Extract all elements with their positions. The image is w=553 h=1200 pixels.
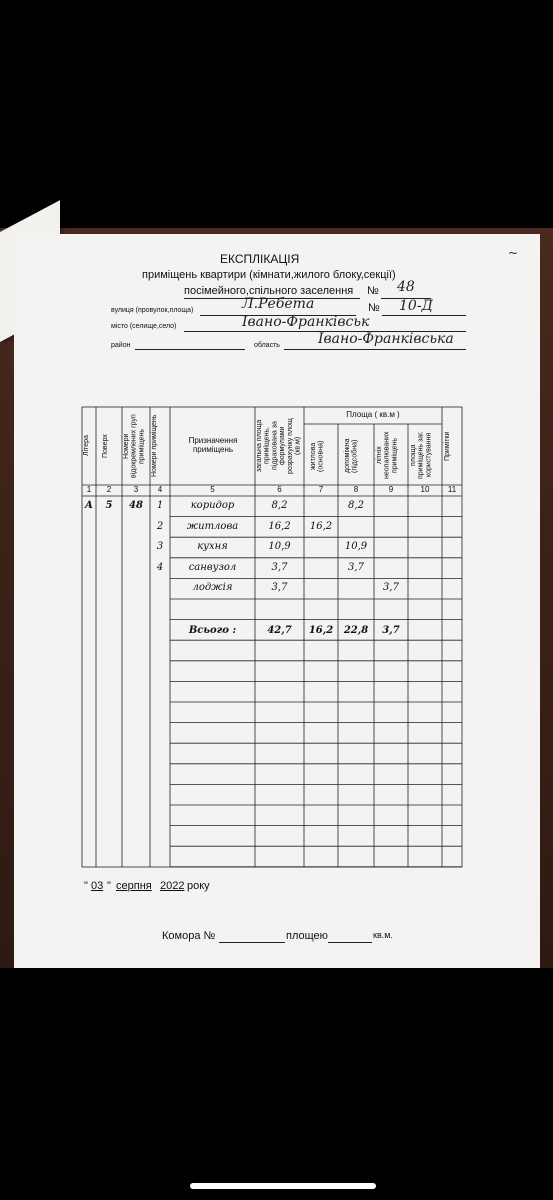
room-auxiliary-area: 8,2: [348, 500, 364, 511]
street-value: Л.Ребета: [242, 296, 315, 312]
room-purpose: кухня: [197, 541, 228, 553]
column-number: 10: [420, 485, 430, 494]
region-value: Івано-Франківська: [318, 331, 454, 347]
header-area-group: Площа ( кв.м ): [346, 410, 400, 419]
city-label: місто (селище,село): [111, 323, 177, 330]
apartment-number-label: №: [367, 285, 379, 297]
document-page: [14, 234, 540, 968]
column-number: 8: [353, 485, 359, 494]
room-number: 3: [156, 541, 164, 553]
header-litera: Літера: [83, 435, 90, 457]
group-number: 48: [129, 500, 143, 511]
room-total-area: 10,9: [268, 541, 291, 553]
column-number: 11: [447, 485, 457, 494]
room-purpose: коридор: [190, 500, 235, 511]
header-room-numbers: Номери приміщень: [151, 414, 158, 478]
margin-mark: ~: [508, 246, 519, 260]
room-purpose: житлова: [186, 520, 239, 532]
room-total-area: 3,7: [271, 561, 288, 573]
group-litera: А: [84, 500, 94, 511]
street-label: вулиця (провулок,площа): [111, 307, 194, 314]
house-number-value: 10-Д: [399, 298, 433, 314]
total-label: Всього :: [188, 625, 237, 636]
date-day: 03: [91, 880, 104, 892]
room-number: 1: [156, 500, 164, 511]
room-total-area: 16,2: [268, 520, 291, 532]
room-number: 4: [156, 561, 164, 573]
header-auxiliary-area: допоміжна (підсобна): [344, 438, 359, 474]
room-total-area: 3,7: [271, 582, 288, 594]
house-number-label: №: [368, 302, 380, 314]
header-living-area: житлова (основна): [310, 440, 325, 472]
storage-number-underline: [219, 942, 285, 943]
room-auxiliary-area: 3,7: [348, 561, 364, 573]
subtitle-line1: приміщень квартири (кімнати,жилого блоку,секції): [142, 269, 396, 281]
header-notes: Примітки: [444, 431, 451, 461]
room-purpose: санвузол: [188, 561, 237, 573]
total-auxiliary: 22,8: [343, 625, 369, 636]
group-floor: 5: [105, 500, 113, 511]
subtitle-line2: посімейного,спільного заселення: [184, 285, 354, 297]
date-month: серпня: [116, 880, 152, 892]
total-area: 42,7: [267, 625, 292, 636]
header-group-numbers: Номери відокремлених груп приміщень: [123, 414, 146, 478]
document-title: ЕКСПЛІКАЦІЯ: [220, 252, 300, 266]
room-number: 2: [156, 520, 164, 532]
column-number: 1: [86, 485, 92, 494]
column-number: 5: [210, 485, 215, 494]
column-number: 2: [106, 485, 112, 494]
room-summer-area: 3,7: [383, 582, 399, 594]
header-summer-area: літніх неопалюваних приміщень: [376, 431, 399, 479]
explication-table-grid: [14, 234, 540, 968]
date-quote-close: ": [107, 880, 111, 892]
room-purpose: лоджія: [192, 582, 233, 594]
date-quote-open: ": [84, 880, 88, 892]
header-purpose: Призначення приміщень: [188, 436, 238, 454]
date-suffix: року: [187, 880, 210, 892]
date-year: 2022: [160, 880, 185, 892]
storage-area-label: площею: [286, 930, 328, 942]
column-number: 4: [157, 485, 163, 494]
column-number: 7: [318, 485, 324, 494]
column-number: 3: [133, 485, 139, 494]
total-summer: 3,7: [382, 625, 400, 636]
storage-area-underline: [328, 942, 372, 943]
home-indicator[interactable]: [190, 1183, 376, 1189]
header-poverkh: Поверх: [102, 434, 109, 458]
column-number: 6: [277, 485, 282, 494]
room-total-area: 8,2: [271, 500, 288, 511]
room-living-area: 16,2: [309, 520, 333, 532]
header-total-area: загальна площа приміщень, підрахована за формулами розрахунку площ (кв.м): [256, 418, 302, 474]
storage-label: Комора №: [162, 930, 216, 942]
header-common-area: площа приміщень заг. користування: [410, 431, 433, 479]
column-number: 9: [388, 485, 394, 494]
apartment-number-value: 48: [397, 279, 415, 295]
region-label: область: [254, 342, 280, 349]
total-living: 16,2: [308, 625, 334, 636]
storage-area-unit: кв.м.: [373, 930, 393, 940]
city-value: Івано-Франківськ: [242, 314, 370, 330]
district-label: район: [111, 342, 131, 349]
room-auxiliary-area: 10,9: [344, 541, 368, 553]
